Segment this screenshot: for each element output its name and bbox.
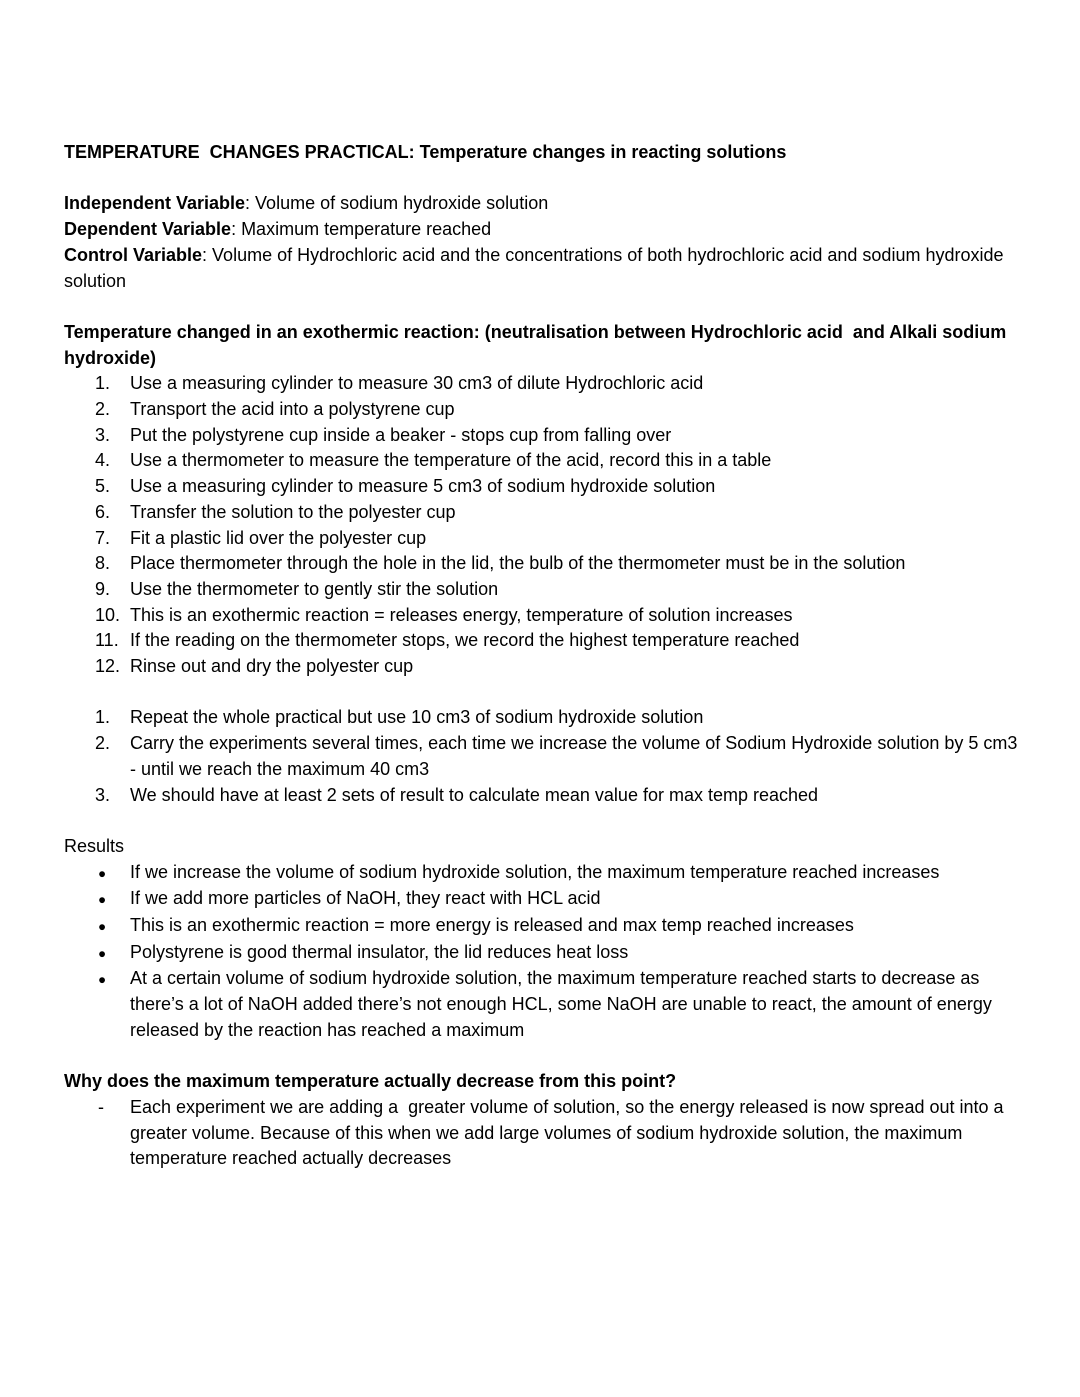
method-step-text: Use a measuring cylinder to measure 5 cm3 of sodium hydroxide solution [130, 476, 716, 497]
method-steps-list [64, 371, 1022, 679]
method-heading: Temperature changed in an exothermic reaction: (neutralisation between Hydrochloric acid and Alkali sodium hydroxide) [64, 321, 1012, 368]
method-step-text: Use a thermometer to measure the temperature of the acid, record this in a table [130, 450, 772, 471]
bullet-dot-marker [95, 860, 130, 887]
method-step-item [95, 654, 1022, 680]
list-number-marker [95, 783, 130, 809]
result-bullet-item [95, 886, 1022, 913]
list-number-marker [95, 371, 130, 397]
result-bullet-item [95, 913, 1022, 940]
list-number-marker [95, 551, 130, 577]
method-step-item [95, 474, 1022, 500]
list-number-marker [95, 526, 130, 552]
method-step-text: Transport the acid into a polystyrene cup [130, 399, 455, 419]
variable-value: : Volume of sodium hydroxide solution [245, 193, 549, 214]
bullet-dot-marker [95, 940, 130, 967]
why-points-list [64, 1095, 1022, 1172]
variable-label: Dependent Variable [64, 219, 232, 240]
list-number-marker [95, 448, 130, 474]
method-step-item [95, 448, 1022, 474]
list-number-marker [95, 705, 130, 731]
why-heading: Why does the maximum temperature actually decrease from this point? [64, 1071, 677, 1092]
variables-section [64, 191, 1022, 294]
result-bullet-text: This is an exothermic reaction = more energy is released and max temp reached increases [130, 915, 854, 936]
method-step-item [95, 397, 1022, 423]
repeat-step-item [95, 705, 1022, 731]
variable-label: Independent Variable [64, 193, 246, 214]
results-heading: Results [64, 835, 125, 856]
method-step-text: Put the polystyrene cup inside a beaker - stops cup from falling over [130, 424, 672, 445]
result-bullet-item [95, 860, 1022, 887]
repeat-step-text: Repeat the whole practical but use 10 cm3 of sodium hydroxide solution [130, 707, 704, 728]
list-number-marker [95, 628, 130, 654]
bullet-dot-marker [95, 886, 130, 913]
method-step-item [95, 500, 1022, 526]
why-point-text: Each experiment we are adding a greater volume of solution, so the energy released is now spread out into a greater volume. Because of this when we add large volumes of sodium hydroxide solution, the maximum temperature reached actually decreases [130, 1096, 1009, 1169]
list-number-marker [95, 474, 130, 500]
list-number-marker [95, 500, 130, 526]
list-number-marker [95, 423, 130, 449]
result-bullet-text: At a certain volume of sodium hydroxide solution, the maximum temperature reached starts to decrease as there’s a lot of NaOH added there’s not enough HCL, some NaOH are unable to react, the amount of energy released by the reaction has reached a maximum [130, 968, 997, 1040]
repeat-step-text: We should have at least 2 sets of result to calculate mean value for max temp reached [130, 784, 819, 805]
method-step-text: Use a measuring cylinder to measure 30 cm3 of dilute Hydrochloric acid [130, 373, 704, 394]
method-step-item [95, 423, 1022, 449]
list-number-marker [95, 397, 130, 423]
method-step-text: If the reading on the thermometer stops, we record the highest temperature reached [130, 630, 800, 651]
result-bullet-text: If we add more particles of NaOH, they react with HCL acid [130, 888, 601, 909]
method-step-text: Transfer the solution to the polyester cup [130, 501, 456, 522]
result-bullet-text: Polystyrene is good thermal insulator, the lid reduces heat loss [130, 941, 629, 962]
method-step-text: Place thermometer through the hole in the lid, the bulb of the thermometer must be in the solution [130, 553, 906, 574]
results-bullets-list [64, 860, 1022, 1044]
bullet-dot-marker [95, 913, 130, 940]
method-step-item [95, 371, 1022, 397]
result-bullet-item [95, 940, 1022, 967]
method-step-text: This is an exothermic reaction = releases energy, temperature of solution increases [130, 604, 793, 625]
method-step-text: Fit a plastic lid over the polyester cup [130, 527, 427, 548]
list-number-marker [95, 654, 130, 680]
method-step-text: Rinse out and dry the polyester cup [130, 656, 414, 677]
why-point-item [95, 1095, 1022, 1172]
repeat-step-item [95, 731, 1022, 782]
document-title: TEMPERATURE CHANGES PRACTICAL: Temperature changes in reacting solutions [64, 142, 787, 162]
method-step-item [95, 551, 1022, 577]
repeat-step-item [95, 783, 1022, 809]
variable-value: : Volume of Hydrochloric acid and the concentrations of both hydrochloric acid and sodium hydroxide solution [64, 244, 1009, 291]
method-step-item [95, 628, 1022, 654]
result-bullet-text: If we increase the volume of sodium hydroxide solution, the maximum temperature reached increases [130, 861, 940, 882]
method-step-item [95, 526, 1022, 552]
variable-label: Control Variable [64, 244, 203, 265]
dash-marker [95, 1095, 130, 1121]
result-bullet-item [95, 966, 1022, 1043]
method-step-text: Use the thermometer to gently stir the solution [130, 578, 499, 599]
variable-line [64, 217, 1022, 243]
repeat-step-text: Carry the experiments several times, each time we increase the volume of Sodium Hydroxide solution by 5 cm3 - until we reach the maximum 40 cm3 [130, 733, 1023, 779]
list-number-marker [95, 577, 130, 603]
list-number-marker [95, 603, 130, 629]
list-number-marker [95, 731, 130, 757]
method-step-item [95, 603, 1022, 629]
repeat-steps-list [64, 705, 1022, 808]
variable-line [64, 243, 1022, 294]
bullet-dot-marker [95, 966, 130, 993]
method-step-item [95, 577, 1022, 603]
variable-value: : Maximum temperature reached [231, 219, 492, 240]
variable-line [64, 191, 1022, 217]
